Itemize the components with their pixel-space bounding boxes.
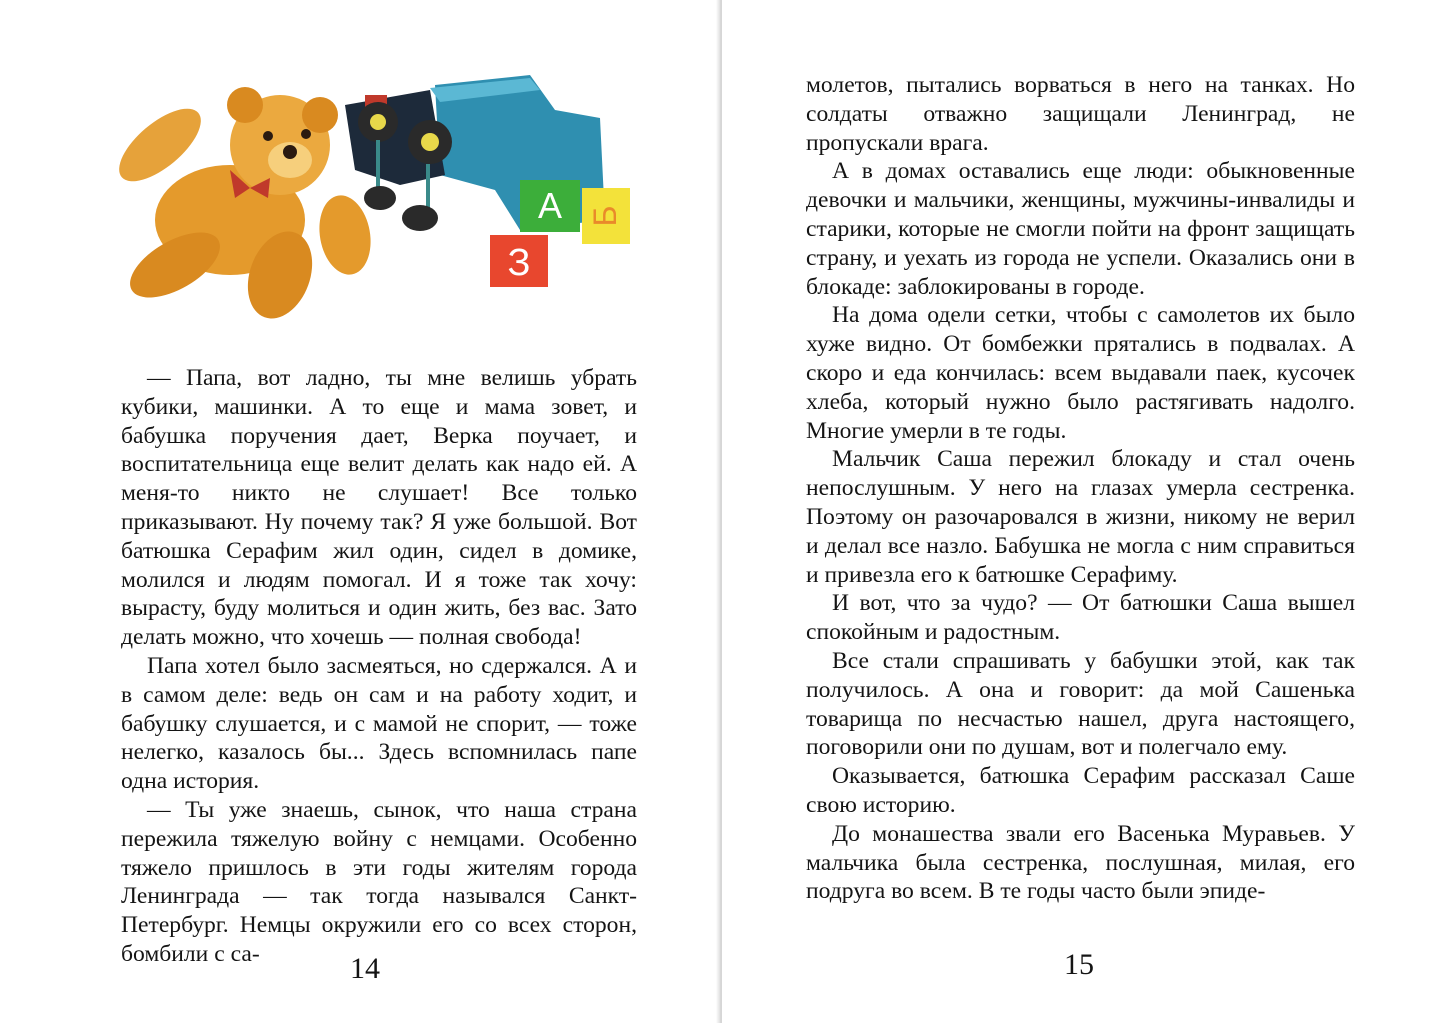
left-page: [0, 0, 720, 1023]
paragraph: — Папа, вот ладно, ты мне велишь убрать кубики, машинки. А то еще и мама зовет, и бабушка поручения дает, Верка поучает, и воспитательница еще велит делать как надо ей. А меня-то никто не слушает! Все только приказывают. Ну почему так? Я уже большой. Вот батюшка Серафим жил один, сидел в домике, молился и людям помогал. И я тоже так хочу: вырасту, буду молиться и один жить, без вас. Зато делать можно, что хочешь — полная свобода!: [121, 365, 637, 651]
svg-text:З: З: [507, 242, 531, 284]
paragraph: молетов, пытались ворваться в него на танках. Но солдаты отважно защищали Ленинград, не пропускали врага.: [806, 72, 1355, 156]
left-page-text: [121, 364, 637, 969]
svg-text:Б: Б: [587, 205, 623, 227]
paragraph: До монашества звали его Васенька Муравьев. У мальчика была сестренка, послушная, милая, его подруга во всем. В те годы часто были эпиде-: [806, 820, 1355, 905]
teddy-bear-icon: [108, 87, 377, 328]
paragraph: Все стали спрашивать у бабушки этой, как так получилось. А она и говорит: да мой Сашенька товарища по несчастью нашел, друга настоящего, поговорили они по душам, вот и полегчало ему.: [806, 647, 1355, 761]
paragraph: — Ты уже знаешь, сынок, что наша страна пережила тяжелую войну с немцами. Особенно тяжело пришлось в эти годы жителям города Ленинграда — так тогда назывался Санкт-Петербург. Немцы окружили его со всех сторон, бомбили с са-: [121, 796, 637, 967]
paragraph: На дома одели сетки, чтобы с самолетов их было хуже видно. От бомбежки прятались в подвалах. А скоро и еда кончилась: всем выдавали паек, кусочек хлеба, который нужно было растягивать надолго. Многие умерли в те годы.: [806, 302, 1355, 444]
svg-text:А: А: [537, 185, 563, 226]
teddy-bear-toys-illustration: [100, 70, 640, 340]
paragraph: Папа хотел было засмеяться, но сдержался. А и в самом деле: ведь он сам и на работу ходит, и бабушку слушается, и с мамой не спорит, — тоже нелегко, казалось бы... Здесь вспомнилась папе одна история.: [121, 652, 637, 795]
paragraph: Оказывается, батюшка Серафим рассказал Саше свою историю.: [806, 763, 1355, 818]
page-number: 15: [1064, 948, 1094, 981]
right-page-text: [806, 71, 1355, 906]
paragraph: Мальчик Саша пережил блокаду и стал очень непослушным. У него на глазах умерла сестренка. Поэтому он разочаровался в жизни, никому не верил и делал все назло. Бабушка не могла с ним справиться и привезла его к батюшке Серафиму.: [806, 446, 1355, 588]
paragraph: И вот, что за чудо? — От батюшки Саша вышел спокойным и радостным.: [806, 590, 1355, 646]
paragraph: А в домах оставались еще люди: обыкновенные девочки и мальчики, женщины, мужчины-инвалиды и старики, которые не смогли пойти на фронт защищать страну, и уехать из города не успели. Оказались они в блокаде: заблокированы в городе.: [806, 158, 1355, 300]
page-number: 14: [350, 952, 380, 985]
